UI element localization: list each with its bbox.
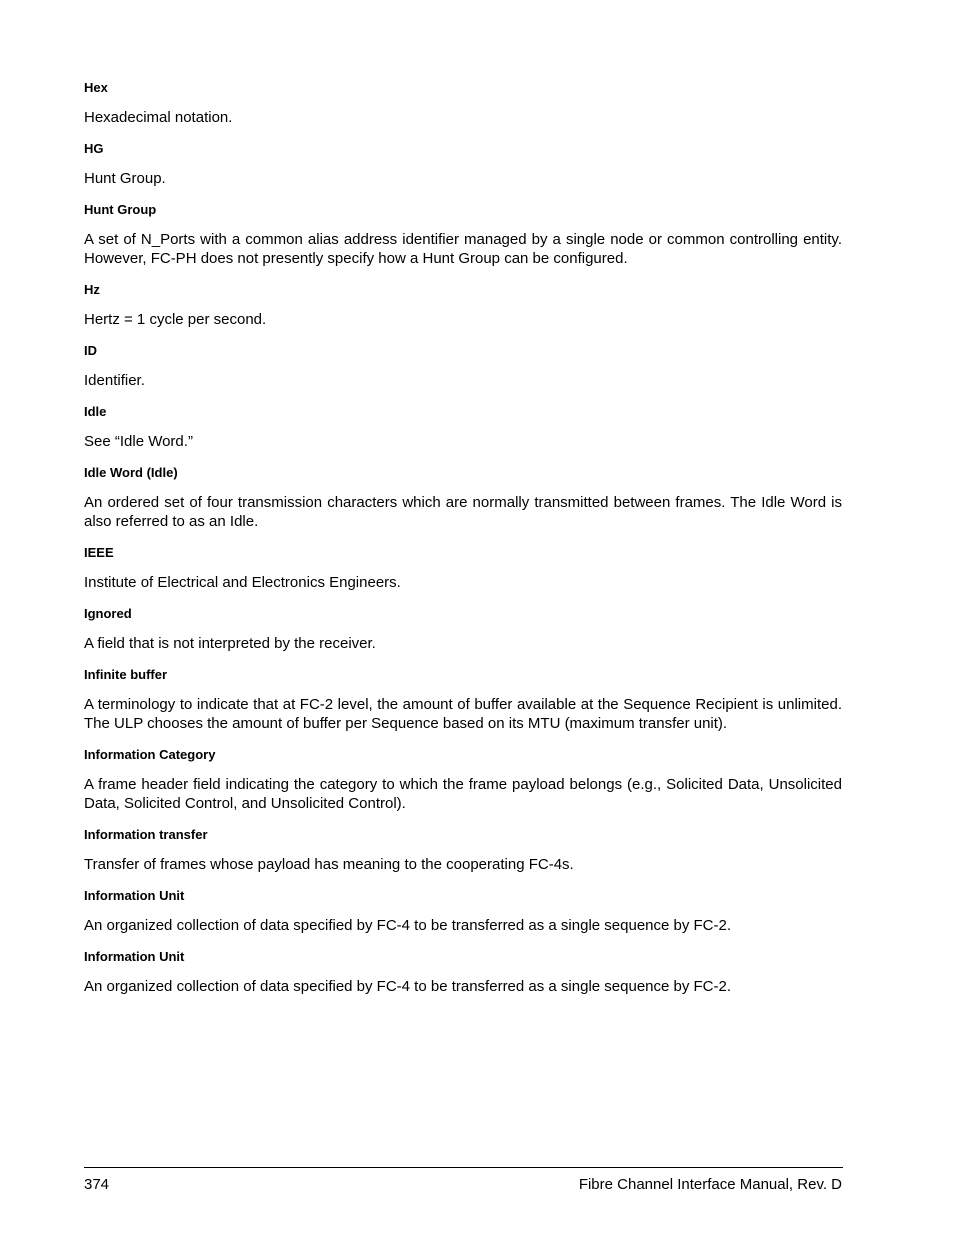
glossary-term: IEEE (84, 545, 114, 560)
glossary-definition: Hunt Group. (84, 170, 166, 187)
glossary-definition: A field that is not interpreted by the receiver. (84, 635, 376, 652)
glossary-definition: See “Idle Word.” (84, 433, 193, 450)
glossary-term: Information Category (84, 747, 216, 762)
glossary-definition: An organized collection of data specified by FC-4 to be transferred as a single sequence by FC-2. (84, 917, 732, 934)
glossary-entry (84, 747, 842, 813)
glossary-definition: An organized collection of data specified by FC-4 to be transferred as a single sequence by FC-2. (84, 978, 732, 995)
glossary-definition: An ordered set of four transmission characters which are normally transmitted between frames. The Idle Word is also referred to as an Idle. (84, 494, 842, 530)
glossary-definition: Institute of Electrical and Electronics Engineers. (84, 574, 401, 591)
glossary-term: Hunt Group (84, 202, 157, 217)
glossary-entry (84, 667, 842, 733)
glossary-definition: Transfer of frames whose payload has meaning to the cooperating FC-4s. (84, 856, 574, 873)
glossary-term: Hex (84, 80, 108, 95)
glossary-definition: A frame header field indicating the category to which the frame payload belongs (e.g., Solicited Data, Unsolicited Data, Solicited Control, and Unsolicited Control). (84, 776, 842, 812)
glossary-term: Infinite buffer (84, 667, 168, 682)
glossary-term: Information Unit (84, 888, 185, 903)
glossary-term: Idle (84, 404, 107, 419)
glossary-term: HG (84, 141, 104, 156)
glossary-entry (84, 282, 842, 329)
glossary-entry (84, 606, 842, 653)
glossary-term: Idle Word (Idle) (84, 465, 178, 480)
glossary-entry (84, 949, 842, 996)
glossary-entry (84, 141, 842, 188)
glossary-content (84, 80, 842, 1010)
glossary-entry (84, 827, 842, 874)
glossary-entry (84, 465, 842, 531)
glossary-entry (84, 343, 842, 390)
glossary-entry (84, 545, 842, 592)
page-number: 374 (84, 1176, 110, 1193)
glossary-entry (84, 404, 842, 451)
glossary-entry (84, 888, 842, 935)
glossary-term: Ignored (84, 606, 132, 621)
glossary-entry (84, 80, 842, 127)
glossary-definition: A terminology to indicate that at FC-2 level, the amount of buffer available at the Sequence Recipient is unlimited. The ULP chooses the amount of buffer per Sequence based on its MTU (maximum transfer unit). (84, 696, 842, 732)
glossary-entry (84, 202, 842, 268)
footer-divider (84, 1167, 843, 1168)
glossary-term: ID (84, 343, 97, 358)
glossary-definition: Hexadecimal notation. (84, 109, 233, 126)
glossary-term: Information Unit (84, 949, 185, 964)
manual-title: Fibre Channel Interface Manual, Rev. D (578, 1176, 842, 1193)
glossary-definition: A set of N_Ports with a common alias address identifier managed by a single node or common controlling entity. However, FC-PH does not presently specify how a Hunt Group can be configured. (84, 231, 842, 267)
glossary-definition: Identifier. (84, 372, 145, 389)
glossary-term: Hz (84, 282, 100, 297)
glossary-term: Information transfer (84, 827, 208, 842)
glossary-definition: Hertz = 1 cycle per second. (84, 311, 267, 328)
